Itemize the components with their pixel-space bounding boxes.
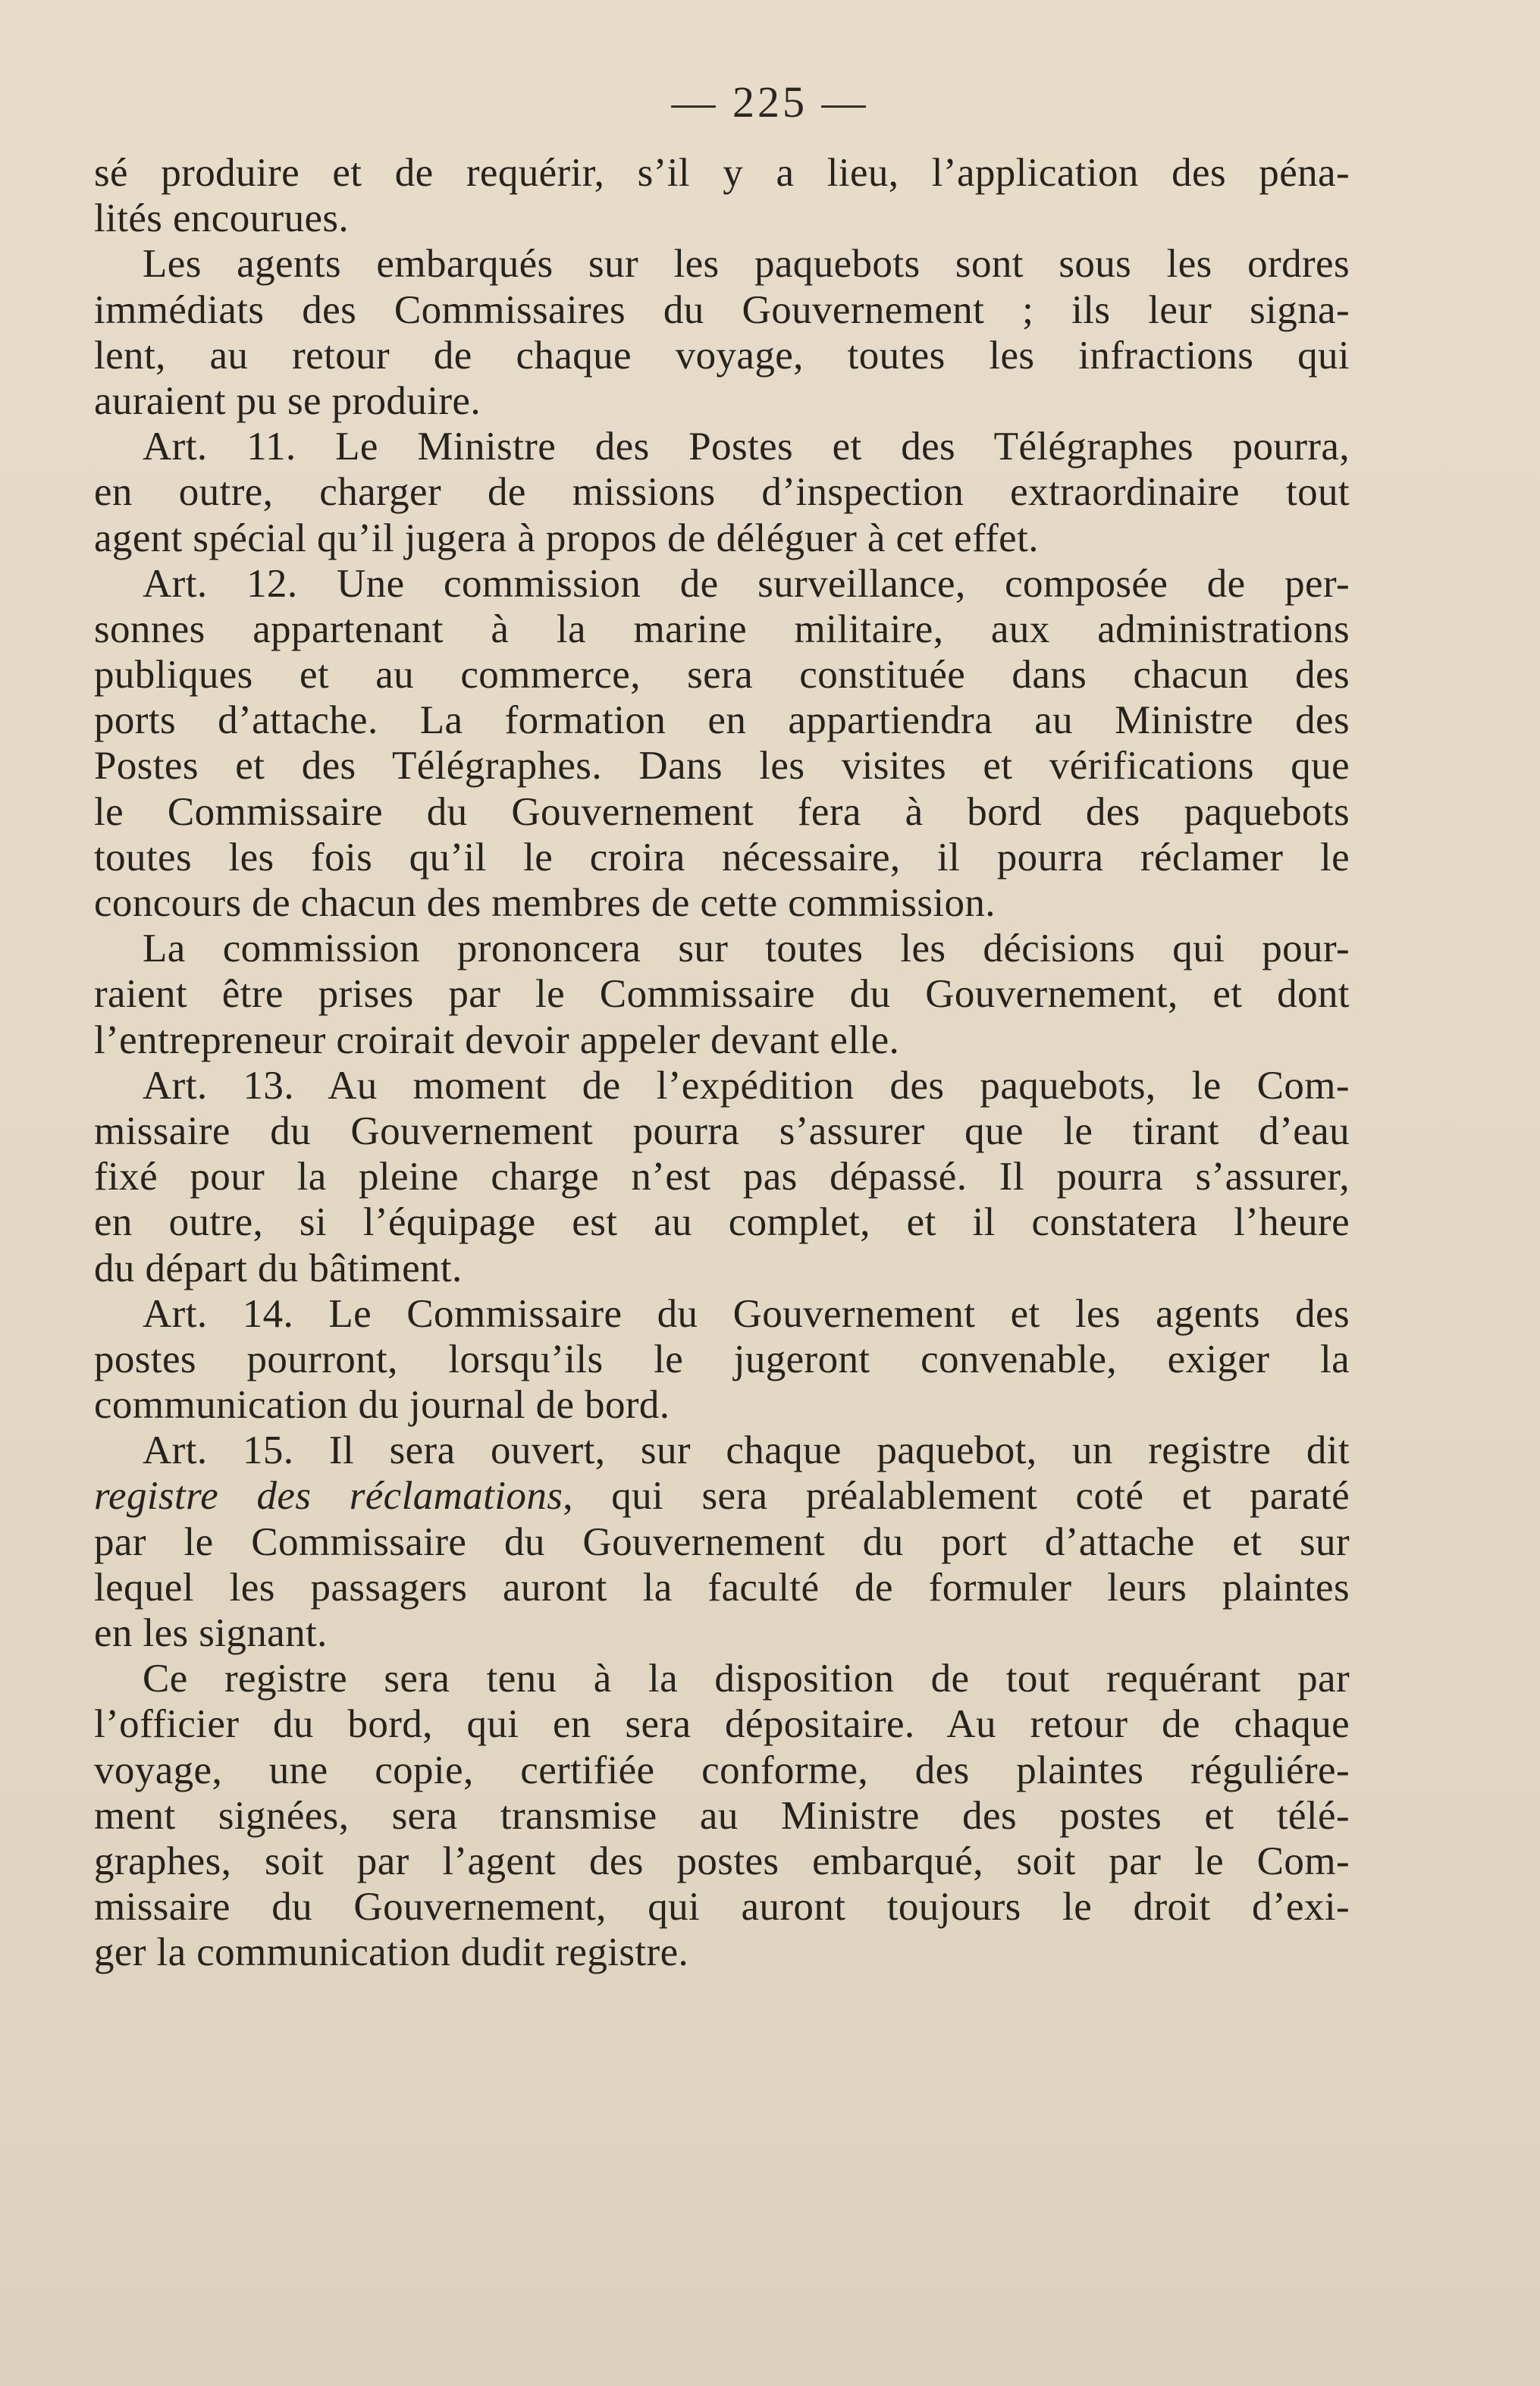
text-line: en outre, charger de missions d’inspection extraordinaire tout bbox=[94, 470, 1350, 515]
text-line: fixé pour la pleine charge n’est pas dépassé. Il pourra s’assurer, bbox=[94, 1155, 1350, 1199]
text-line: Art. 12. Une commission de surveillance, composée de per- bbox=[143, 561, 1350, 606]
text-line: raient être prises par le Commissaire du Gouvernement, et dont bbox=[94, 972, 1350, 1017]
italic-text: registre des réclamations bbox=[94, 1474, 563, 1519]
text-line: toutes les fois qu’il le croira nécessaire, il pourra réclamer le bbox=[94, 835, 1350, 879]
text-line: en les signant. bbox=[94, 1611, 328, 1655]
text-line: lités encourues. bbox=[94, 196, 350, 241]
text-line: du départ du bâtiment. bbox=[94, 1246, 463, 1290]
text-line: graphes, soit par l’agent des postes embarqué, soit par le Com- bbox=[94, 1839, 1350, 1883]
text-line: ger la communication dudit registre. bbox=[94, 1930, 689, 1975]
text-line: ment signées, sera transmise au Ministre des postes et télé- bbox=[94, 1793, 1350, 1838]
text-line: communication du journal de bord. bbox=[94, 1383, 670, 1428]
text-fragment: , qui sera préalablement coté et paraté bbox=[563, 1474, 1350, 1519]
text-line: lequel les passagers auront la faculté de formuler leurs plaintes bbox=[94, 1565, 1350, 1610]
text-line: missaire du Gouvernement, qui auront toujours le droit d’exi- bbox=[94, 1885, 1350, 1930]
page-number: — 225 — bbox=[671, 77, 869, 127]
text-line: l’officier du bord, qui en sera dépositaire. Au retour de chaque bbox=[94, 1702, 1350, 1747]
text-line: sé produire et de requérir, s’il y a lieu, l’application des péna- bbox=[94, 151, 1350, 195]
text-line: le Commissaire du Gouvernement fera à bord des paquebots bbox=[94, 789, 1350, 834]
text-line: en outre, si l’équipage est au complet, et il constatera l’heure bbox=[94, 1200, 1350, 1245]
text-line: auraient pu se produire. bbox=[94, 378, 481, 423]
text-line: l’entrepreneur croirait devoir appeler devant elle. bbox=[94, 1017, 900, 1062]
text-line: Les agents embarqués sur les paquebots sont sous les ordres bbox=[143, 242, 1350, 287]
text-line bbox=[94, 1473, 1350, 1519]
text-line: voyage, une copie, certifiée conforme, des plaintes réguliére- bbox=[94, 1748, 1350, 1792]
text-line: Art. 13. Au moment de l’expédition des paquebots, le Com- bbox=[143, 1063, 1350, 1108]
body-text bbox=[94, 150, 1350, 1976]
text-line: missaire du Gouvernement pourra s’assurer que le tirant d’eau bbox=[94, 1108, 1350, 1153]
text-line: Postes et des Télégraphes. Dans les visites et vérifications que bbox=[94, 744, 1350, 789]
text-line: Art. 11. Le Ministre des Postes et des Télégraphes pourra, bbox=[143, 425, 1350, 469]
text-line: par le Commissaire du Gouvernement du port d’attache et sur bbox=[94, 1519, 1350, 1564]
text-line: Art. 15. Il sera ouvert, sur chaque paquebot, un registre dit bbox=[143, 1428, 1350, 1473]
text-line: concours de chacun des membres de cette commission. bbox=[94, 881, 996, 925]
text-line: sonnes appartenant à la marine militaire, aux administrations bbox=[94, 607, 1350, 651]
text-line: La commission prononcera sur toutes les décisions qui pour- bbox=[143, 926, 1350, 971]
text-line: publiques et au commerce, sera constituée dans chacun des bbox=[94, 653, 1350, 698]
text-line: Ce registre sera tenu à la disposition de tout requérant par bbox=[143, 1657, 1350, 1701]
text-line: immédiats des Commissaires du Gouvernement ; ils leur signa- bbox=[94, 287, 1350, 332]
text-line: Art. 14. Le Commissaire du Gouvernement et les agents des bbox=[143, 1291, 1350, 1336]
text-line: agent spécial qu’il jugera à propos de déléguer à cet effet. bbox=[94, 516, 1039, 560]
text-line: ports d’attache. La formation en appartiendra au Ministre des bbox=[94, 698, 1350, 743]
text-line: postes pourront, lorsqu’ils le jugeront convenable, exiger la bbox=[94, 1337, 1350, 1381]
text-line: lent, au retour de chaque voyage, toutes les infractions qui bbox=[94, 333, 1350, 378]
